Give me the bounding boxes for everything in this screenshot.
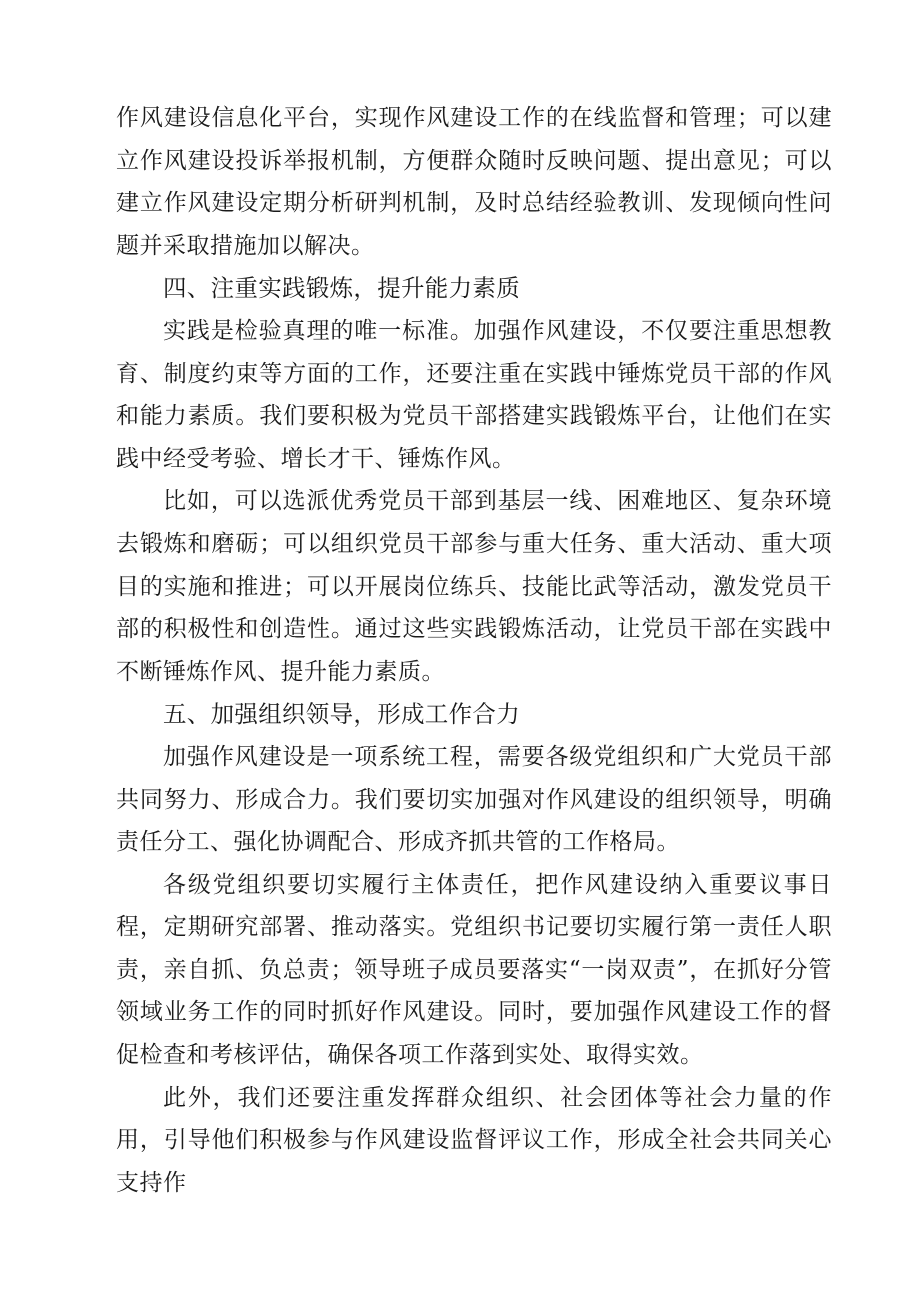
document-body (116, 97, 832, 1204)
paragraph: 比如，可以选派优秀党员干部到基层一线、困难地区、复杂环境去锻炼和磨砺；可以组织党员干部参与重大任务、重大活动、重大项目的实施和推进；可以开展岗位练兵、技能比武等活动，激发党员干部的积极性和创造性。通过这些实践锻炼活动，让党员干部在实践中不断锤炼作风、提升能力素质。 (116, 488, 832, 685)
section-heading-5: 五、加强组织领导，形成工作合力 (163, 700, 520, 729)
paragraph-continuation: 作风建设信息化平台，实现作风建设工作的在线监督和管理；可以建立作风建设投诉举报机制，方便群众随时反映问题、提出意见；可以建立作风建设定期分析研判机制，及时总结经验教训、发现倾向性问题并采取措施加以解决。 (116, 105, 832, 259)
section-heading-4: 四、注重实践锻炼，提升能力素质 (163, 274, 520, 303)
paragraph: 加强作风建设是一项系统工程，需要各级党组织和广大党员干部共同努力、形成合力。我们要切实加强对作风建设的组织领导，明确责任分工、强化协调配合、形成齐抓共管的工作格局。 (116, 743, 832, 856)
paragraph: 各级党组织要切实履行主体责任，把作风建设纳入重要议事日程，定期研究部署、推动落实。党组织书记要切实履行第一责任人职责，亲自抓、负总责；领导班子成员要落实“一岗双责”，在抓好分管领域业务工作的同时抓好作风建设。同时，要加强作风建设工作的督促检查和考核评估，确保各项工作落到实处、取得实效。 (116, 871, 832, 1069)
paragraph-truncated: 此外，我们还要注重发挥群众组织、社会团体等社会力量的作用，引导他们积极参与作风建设监督评议工作，形成全社会共同关心支持作 (116, 1084, 832, 1196)
paragraph: 实践是检验真理的唯一标准。加强作风建设，不仅要注重思想教育、制度约束等方面的工作，还要注重在实践中锤炼党员干部的作风和能力素质。我们要积极为党员干部搭建实践锻炼平台，让他们在实践中经受考验、增长才干、锤炼作风。 (116, 317, 832, 472)
